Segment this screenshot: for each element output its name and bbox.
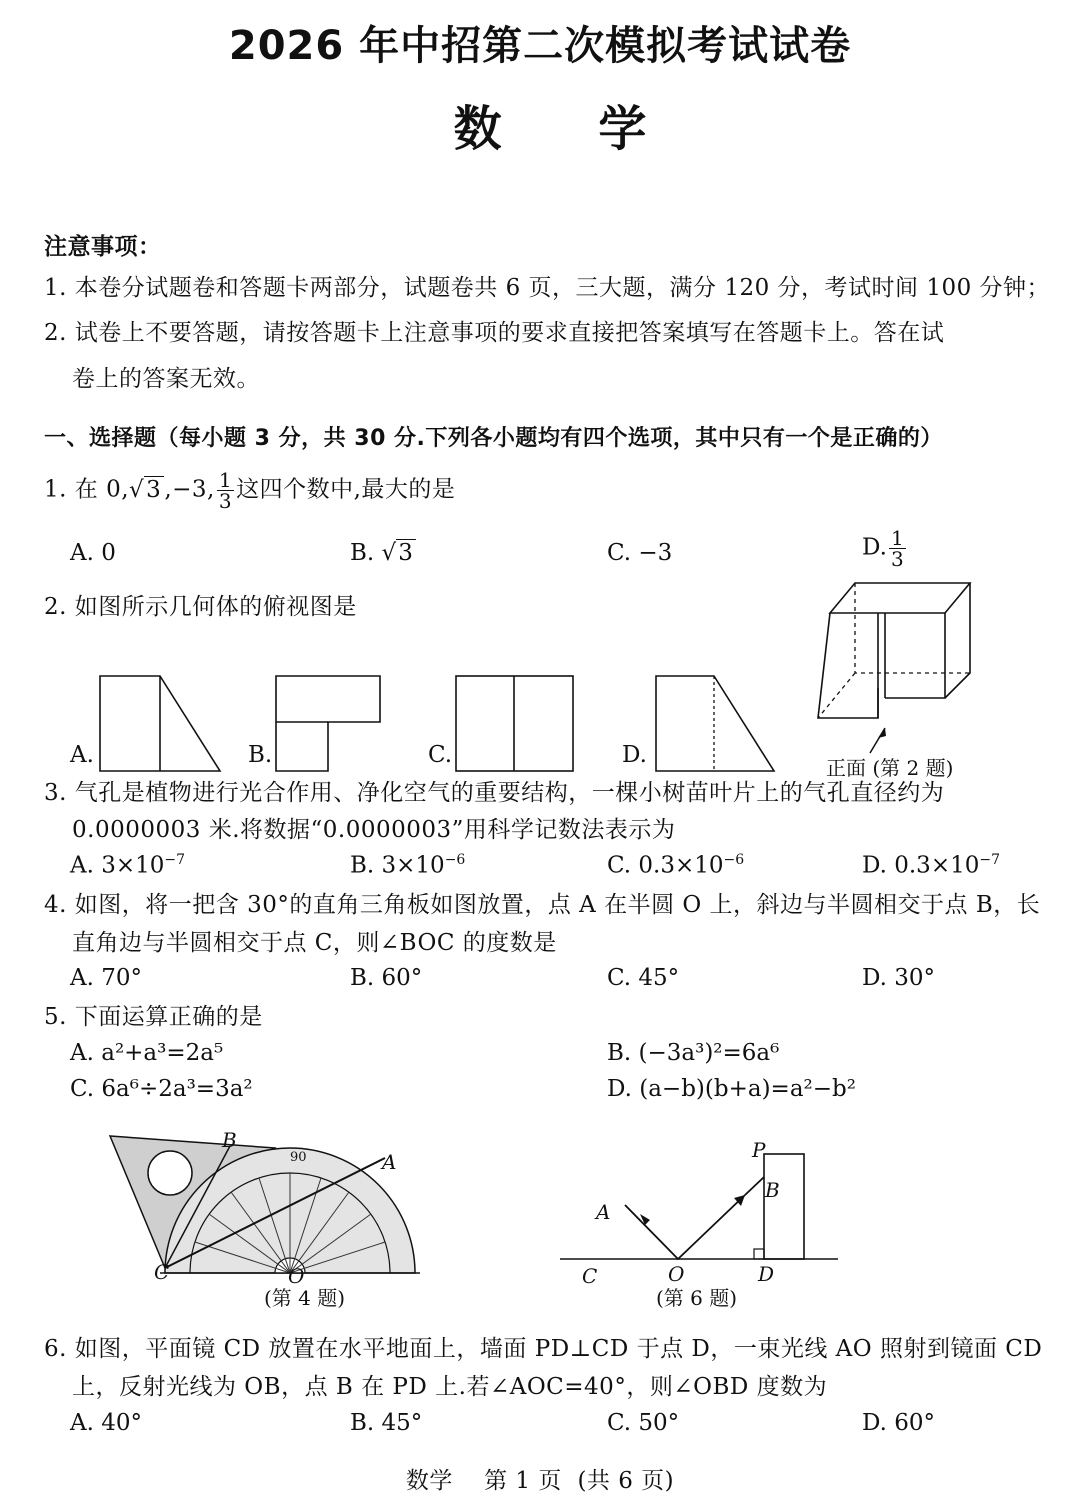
q1-option-d-frac <box>889 528 906 569</box>
q1-fraction <box>217 470 234 511</box>
q6-option-c: C. 50° <box>607 1410 680 1436</box>
q1-stem <box>44 470 455 511</box>
q1-option-d <box>862 528 908 569</box>
q4-option-c: C. 45° <box>607 965 680 991</box>
q6-option-a: A. 40° <box>70 1410 142 1436</box>
q6-label-o: O <box>668 1262 685 1286</box>
q6-label-p: P <box>752 1138 766 1162</box>
q6-label-d: D <box>758 1262 775 1286</box>
q4-label-ninety: 90 <box>290 1150 307 1165</box>
q3-option-a <box>70 852 185 879</box>
q3-line2: 0.0000003 米.将数据“0.0000003”用科学记数法表示为 <box>72 817 676 843</box>
q4-option-b: B. 60° <box>350 965 423 991</box>
q4-label-b: B <box>222 1128 237 1152</box>
notice-item-1: 1. 本卷分试题卷和答题卡两部分，试题卷共 6 页，三大题，满分 120 分，考试时间 100 分钟； <box>44 275 1051 301</box>
q1-stem-mid: ,−3, <box>164 476 215 503</box>
q6-label-b: B <box>765 1178 780 1202</box>
q1-option-a: A. 0 <box>70 540 116 566</box>
q3-option-d-text: D. 0.3×10 <box>862 852 980 879</box>
q3-option-c-exp: −6 <box>723 852 745 868</box>
q6-line1: 6. 如图，平面镜 CD 放置在水平地面上，墙面 PD⊥CD 于点 D，一束光线 AO 照射到镜面 CD <box>44 1336 1043 1362</box>
q3-line1: 3. 气孔是植物进行光合作用、净化空气的重要结构，一棵小树苗叶片上的气孔直径约为 <box>44 780 945 806</box>
q4-figure-caption: (第 4 题) <box>264 1286 346 1310</box>
q1-stem-prefix: 1. 在 0, <box>44 476 130 503</box>
q4-line1: 4. 如图，将一把含 30°的直角三角板如图放置，点 A 在半圆 O 上，斜边与半圆相交于点 B，长 <box>44 892 1041 918</box>
q6-label-a: A <box>596 1200 611 1224</box>
q1-option-d-num: 1 <box>890 526 904 550</box>
q1-option-b-sqrt: √3 <box>382 540 416 566</box>
section-heading: 一、选择题（每小题 3 分，共 30 分.下列各小题均有四个选项，其中只有一个是正确的） <box>44 426 943 451</box>
q1-option-c: C. −3 <box>607 540 673 566</box>
q5-option-c: C. 6a⁶÷2a³=3a² <box>70 1076 253 1102</box>
q2-option-c-figure <box>456 676 576 772</box>
q1-sqrt: √3 <box>129 475 164 505</box>
notice-heading: 注意事项： <box>44 234 162 260</box>
q6-option-b: B. 45° <box>350 1410 423 1436</box>
q2-label-d: D. <box>622 742 647 768</box>
q1-stem-suffix: 这四个数中,最大的是 <box>236 476 456 503</box>
notice-item-2-line1: 2. 试卷上不要答题，请按答题卡上注意事项的要求直接把答案填写在答题卡上。答在试 <box>44 320 945 346</box>
q3-option-d-exp: −7 <box>979 852 1000 868</box>
q5-option-b: B. (−3a³)²=6a⁶ <box>607 1040 780 1066</box>
q3-option-d <box>862 852 1000 879</box>
q2-stem: 2. 如图所示几何体的俯视图是 <box>44 594 357 620</box>
q5-option-d: D. (a−b)(b+a)=a²−b² <box>607 1076 856 1102</box>
q3-option-b-exp: −6 <box>444 852 466 868</box>
q5-stem: 5. 下面运算正确的是 <box>44 1004 263 1030</box>
q3-option-c <box>607 852 744 879</box>
q2-label-a: A. <box>70 742 94 768</box>
q2-caption: 正面 (第 2 题) <box>826 756 954 780</box>
q3-option-b-text: B. 3×10 <box>350 852 445 879</box>
q4-option-d: D. 30° <box>862 965 936 991</box>
q4-label-a: A <box>382 1150 397 1174</box>
q2-label-c: C. <box>428 742 453 768</box>
q3-option-b <box>350 852 465 879</box>
q6-line2: 上，反射光线为 OB，点 B 在 PD 上.若∠AOC=40°，则∠OBD 度数为 <box>72 1374 828 1400</box>
q1-frac-den: 3 <box>218 489 233 513</box>
q1-option-b-radicand: 3 <box>396 539 416 566</box>
q6-figure-caption: (第 6 题) <box>656 1286 738 1310</box>
q3-option-a-text: A. 3×10 <box>70 852 165 879</box>
q2-label-b: B. <box>248 742 273 768</box>
q1-option-d-label: D. <box>862 534 887 561</box>
q1-option-b-label: B. <box>350 540 375 566</box>
q6-option-d: D. 60° <box>862 1410 936 1436</box>
q1-option-d-den: 3 <box>890 547 904 571</box>
exam-title: 2026 年中招第二次模拟考试试卷 <box>228 23 852 69</box>
q6-label-c: C <box>582 1264 598 1288</box>
q5-option-a: A. a²+a³=2a⁵ <box>70 1040 224 1066</box>
q3-option-c-text: C. 0.3×10 <box>607 852 724 879</box>
q2-option-a-figure <box>100 676 225 772</box>
q4-label-c: C <box>154 1260 170 1284</box>
subject-title: 数 学 <box>453 101 687 157</box>
q3-option-a-exp: −7 <box>164 852 186 868</box>
q2-option-d-figure <box>656 676 776 772</box>
q4-label-o: O <box>288 1264 305 1288</box>
q4-line2: 直角边与半圆相交于点 C，则∠BOC 的度数是 <box>72 930 557 956</box>
q2-option-b-figure <box>276 676 382 772</box>
q1-sqrt-radicand: 3 <box>144 476 164 503</box>
page-footer: 数学 第 1 页 (共 6 页) <box>405 1468 675 1494</box>
notice-item-2-line2: 卷上的答案无效。 <box>72 366 260 392</box>
q1-option-b <box>350 540 416 566</box>
q4-option-a: A. 70° <box>70 965 142 991</box>
q1-frac-num: 1 <box>218 468 233 492</box>
q2-solid-figure <box>810 578 980 778</box>
